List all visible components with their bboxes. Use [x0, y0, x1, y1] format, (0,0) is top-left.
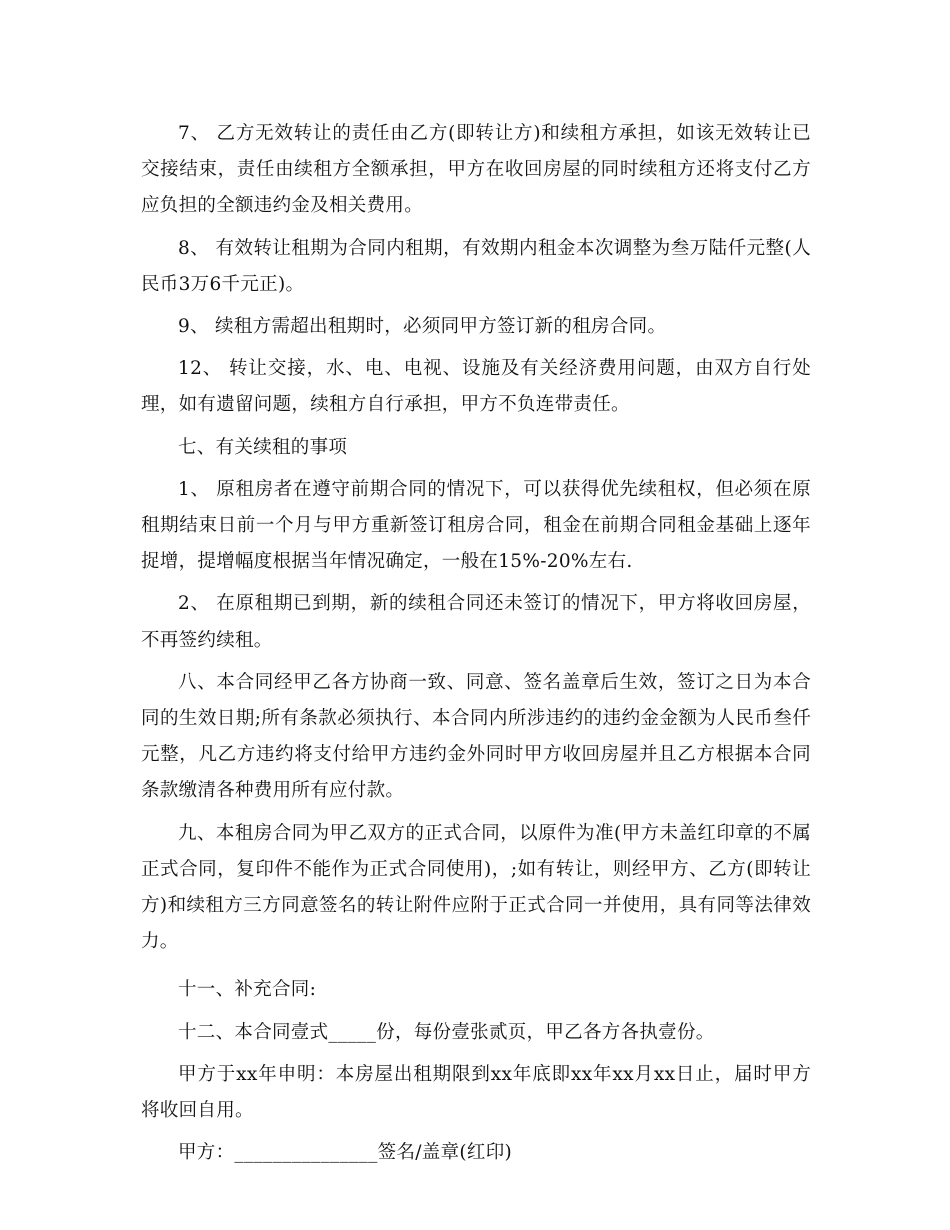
- section-nine: 九、本租房合同为甲乙双方的正式合同，以原件为准(甲方未盖红印章的不属正式合同，复印件不能作为正式合同使用)，;如有转让，则经甲方、乙方(即转让方)和续租方三方同意签名的转让附件应附于正式合同一并使用，具有同等法律效力。: [141, 822, 811, 953]
- clause-7: 7、 乙方无效转让的责任由乙方(即转让方)和续租方承担，如该无效转让已交接结束，责任由续租方全额承担，甲方在收回房屋的同时续租方还将支付乙方应负担的全额违约金及相关费用。: [141, 123, 811, 217]
- clause-12: 12、 转让交接，水、电、电视、设施及有关经济费用问题，由双方自行处理，如有遗留问题，续租方自行承担，甲方不负连带责任。: [141, 358, 811, 416]
- renewal-clause-2: 2、 在原租期已到期，新的续租合同还未签订的情况下，甲方将收回房屋，不再签约续租。: [141, 593, 811, 651]
- clause-9: 9、 续租方需超出租期时，必须同甲方签订新的租房合同。: [178, 316, 667, 338]
- section-renewal-heading: 七、有关续租的事项: [178, 436, 348, 458]
- section-eleven: 十一、补充合同:: [178, 979, 317, 1001]
- section-eight: 八、本合同经甲乙各方协商一致、同意、签名盖章后生效，签订之日为本合同的生效日期;所有条款必须执行、本合同内所涉违约的违约金金额为人民币叁仟元整，凡乙方违约将支付给甲方违约金外同时甲方收回房屋并且乙方根据本合同条款缴清各种费用所有应付款。: [141, 671, 811, 802]
- landlord-statement: 甲方于xx年申明：本房屋出租期限到xx年底即xx年xx月xx日止，届时甲方将收回自用。: [141, 1063, 811, 1122]
- section-twelve: 十二、本合同壹式_____份，每份壹张贰页，甲乙各方各执壹份。: [178, 1021, 715, 1043]
- renewal-clause-1: 1、 原租房者在遵守前期合同的情况下，可以获得优先续租权，但必须在原租期结束日前一个月与甲方重新签订租房合同，租金在前期合同租金基础上逐年捉增，提增幅度根据当年情况确定，一般在15%-20%左右.: [141, 478, 811, 573]
- party-a-signature-line: 甲方：_______________签名/盖章(红印): [178, 1142, 513, 1164]
- contract-body: [141, 116, 811, 1171]
- clause-8: 8、 有效转让租期为合同内租期，有效期内租金本次调整为叁万陆仟元整(人民币3万6千元正)。: [141, 237, 811, 295]
